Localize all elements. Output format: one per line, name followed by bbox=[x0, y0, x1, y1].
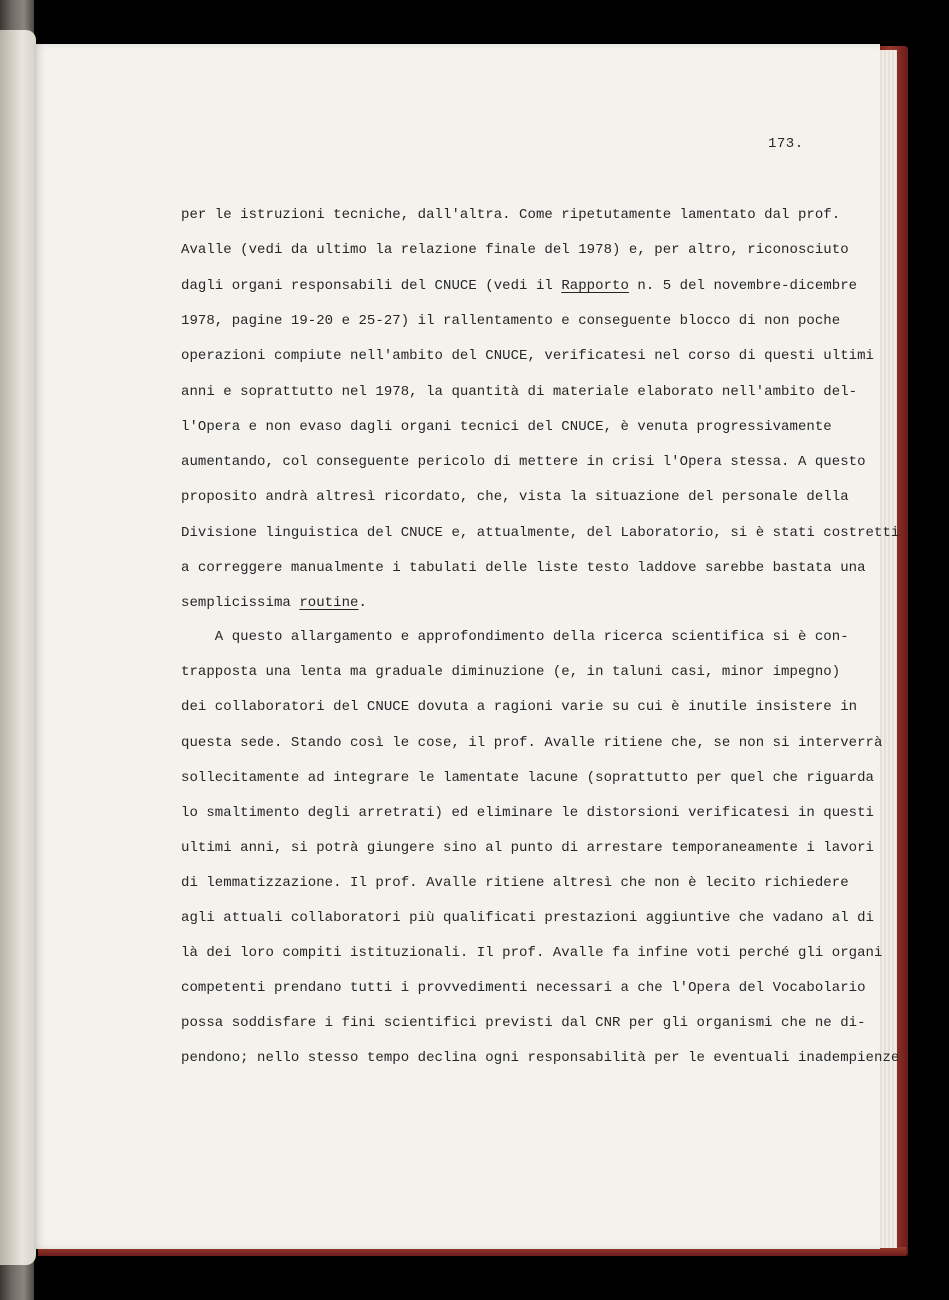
text-line: di lemmatizzazione. Il prof. Avalle ritiene altresì che non è lecito richiedere bbox=[181, 875, 849, 891]
text-line: questa sede. Stando così le cose, il prof. Avalle ritiene che, se non si interverrà bbox=[181, 735, 883, 751]
text-line: trapposta una lenta ma graduale diminuzione (e, in taluni casi, minor impegno) bbox=[181, 664, 841, 680]
text-line: possa soddisfare i fini scientifici previsti dal CNR per gli organismi che ne di- bbox=[181, 1015, 866, 1031]
text-line: dei collaboratori del CNUCE dovuta a ragioni varie su cui è inutile insistere in bbox=[181, 699, 858, 715]
left-page-edge bbox=[0, 30, 36, 1265]
text-line: anni e soprattutto nel 1978, la quantità di materiale elaborato nell'ambito del- bbox=[181, 384, 858, 400]
text-line: aumentando, col conseguente pericolo di mettere in crisi l'Opera stessa. A questo bbox=[181, 454, 866, 470]
underlined-word: routine bbox=[299, 595, 359, 611]
underlined-word: Rapporto bbox=[561, 278, 629, 294]
text-line: agli attuali collaboratori più qualificati prestazioni aggiuntive che vadano al di bbox=[181, 910, 875, 926]
text-line: competenti prendano tutti i provvedimenti necessari a che l'Opera del Vocabolario bbox=[181, 980, 866, 996]
text-line: a correggere manualmente i tabulati delle liste testo laddove sarebbe bastata una bbox=[181, 560, 866, 576]
text-line: Avalle (vedi da ultimo la relazione finale del 1978) e, per altro, riconosciuto bbox=[181, 242, 849, 258]
text-line: ultimi anni, si potrà giungere sino al punto di arrestare temporaneamente i lavori bbox=[181, 840, 875, 856]
text-line: Divisione linguistica del CNUCE e, attualmente, del Laboratorio, si è stati costretti bbox=[181, 525, 900, 541]
text-line: semplicissima routine. bbox=[181, 595, 367, 611]
text-line: per le istruzioni tecniche, dall'altra. Come ripetutamente lamentato dal prof. bbox=[181, 207, 841, 223]
text-line: operazioni compiute nell'ambito del CNUCE, verificatesi nel corso di questi ultimi bbox=[181, 348, 875, 364]
text-line: l'Opera e non evaso dagli organi tecnici del CNUCE, è venuta progressivamente bbox=[181, 419, 832, 435]
text-line: lo smaltimento degli arretrati) ed eliminare le distorsioni verificatesi in questi bbox=[181, 805, 875, 821]
text-line: 1978, pagine 19-20 e 25-27) il rallentamento e conseguente blocco di non poche bbox=[181, 313, 841, 329]
text-line: là dei loro compiti istituzionali. Il prof. Avalle fa infine voti perché gli organi bbox=[181, 945, 883, 961]
text-line: proposito andrà altresì ricordato, che, vista la situazione del personale della bbox=[181, 489, 849, 505]
text-line: sollecitamente ad integrare le lamentate lacune (soprattutto per quel che riguarda bbox=[181, 770, 875, 786]
text-line: dagli organi responsabili del CNUCE (vedi il Rapporto n. 5 del novembre-dicembre bbox=[181, 278, 858, 294]
document-page bbox=[34, 44, 883, 1249]
text-line: A questo allargamento e approfondimento della ricerca scientifica si è con- bbox=[181, 629, 849, 645]
text-line: pendono; nello stesso tempo declina ogni responsabilità per le eventuali inadempienze bbox=[181, 1050, 900, 1066]
page-number: 173. bbox=[768, 136, 804, 152]
